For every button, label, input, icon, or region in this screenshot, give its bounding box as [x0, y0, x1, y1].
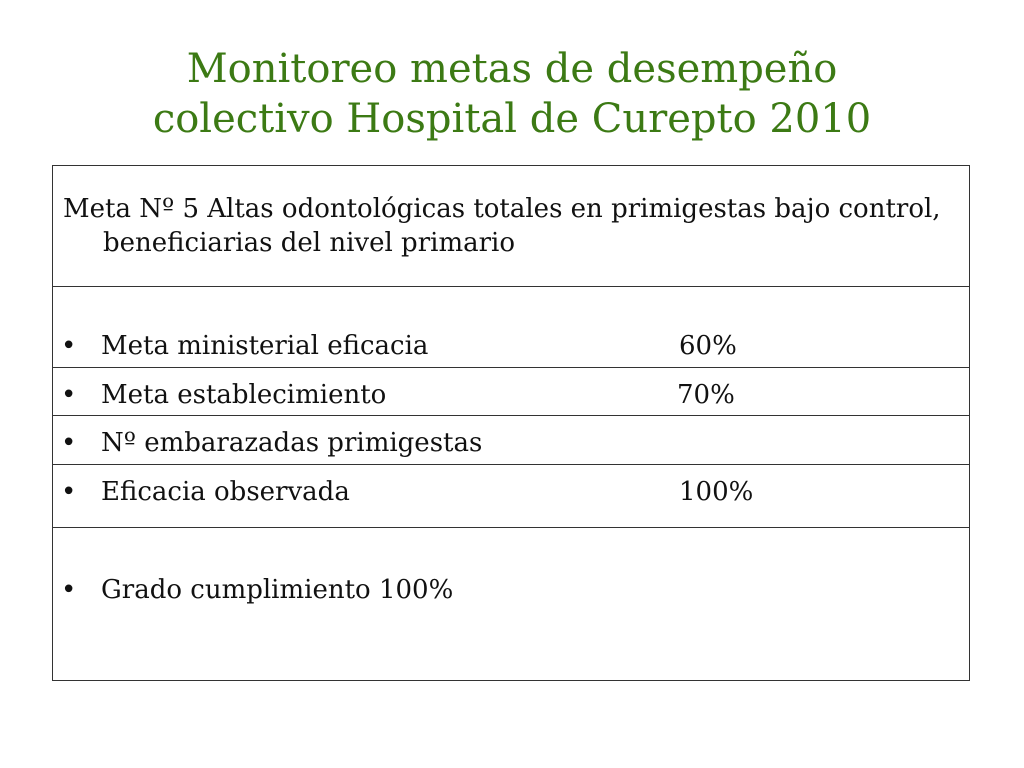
goals-table [52, 165, 970, 681]
table-row [53, 287, 969, 368]
table-row [53, 368, 969, 416]
row-label: Eficacia observada [101, 477, 350, 507]
bullet-icon: • [61, 331, 77, 361]
list-item [61, 426, 482, 460]
table-row [53, 416, 969, 465]
row-label: Grado cumplimiento 100% [101, 575, 454, 605]
bullet-icon: • [61, 428, 77, 458]
list-item [61, 378, 386, 412]
row-value: 70% [677, 380, 735, 410]
title-line-2: colectivo Hospital de Curepto 2010 [152, 96, 872, 142]
bullet-icon: • [61, 477, 77, 507]
list-item [61, 475, 350, 509]
goal-description: Meta Nº 5 Altas odontológicas totales en primigestas bajo control, beneficiarias del nivel primario [63, 194, 941, 258]
row-label: Nº embarazadas primigestas [101, 428, 483, 458]
row-value: 100% [679, 477, 754, 507]
list-item [61, 329, 428, 363]
bullet-icon: • [61, 575, 77, 605]
row-label: Meta establecimiento [101, 380, 387, 410]
bullet-icon: • [61, 380, 77, 410]
list-item [61, 573, 453, 607]
table-heading-row [53, 166, 969, 287]
row-label: Meta ministerial eficacia [101, 331, 429, 361]
table-row [53, 528, 969, 680]
title-line-1: Monitoreo metas de desempeño [186, 46, 838, 92]
row-value: 60% [679, 331, 737, 361]
slide-title [0, 44, 1024, 144]
table-row [53, 465, 969, 528]
